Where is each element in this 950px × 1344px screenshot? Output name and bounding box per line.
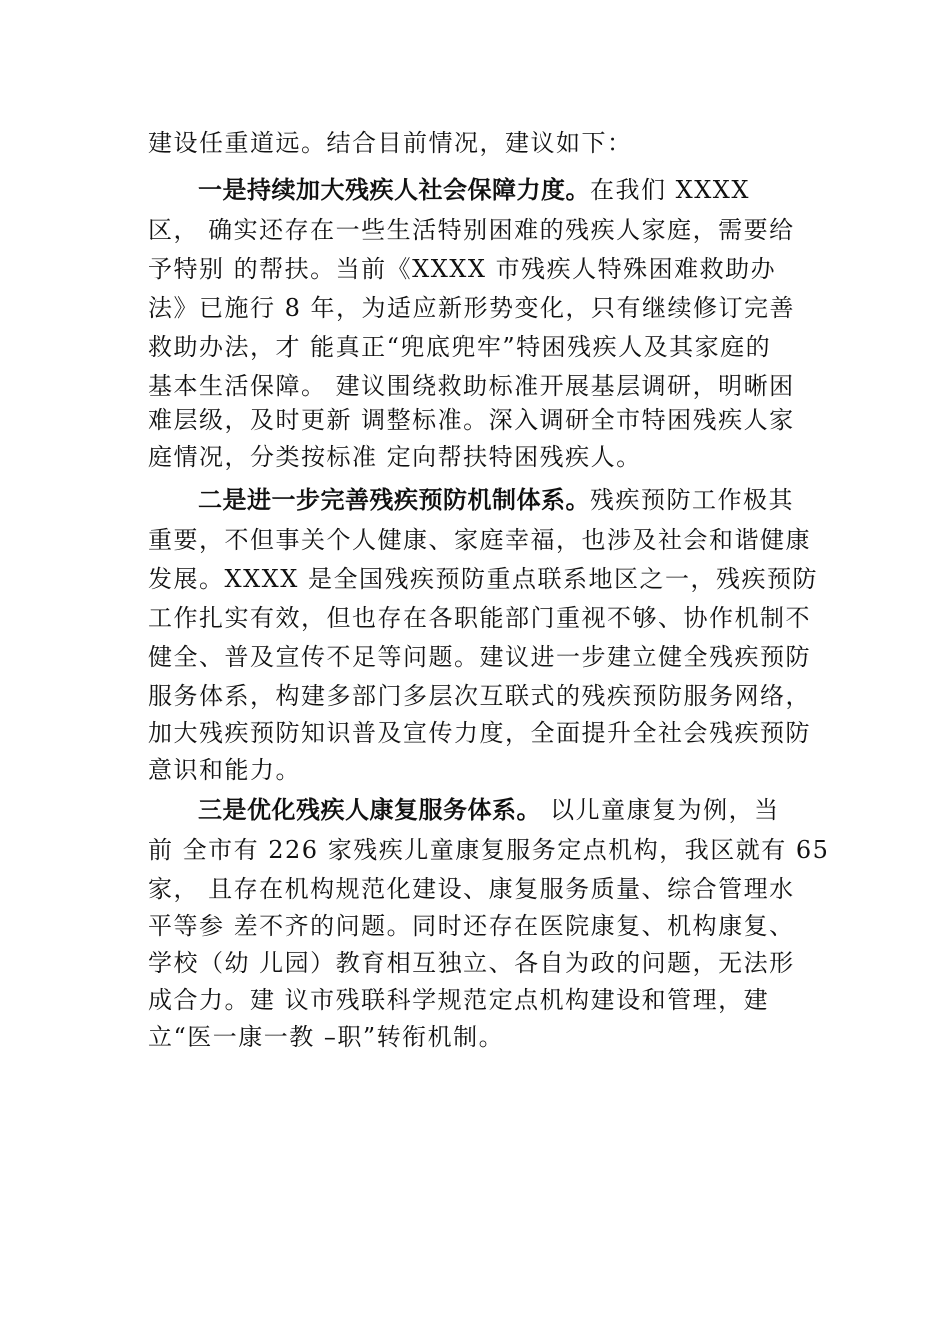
section-3-line-0: 以儿童康复为例，当 [541,796,780,824]
section-3-line-1: 前 全市有 226 家残疾儿童康复服务定点机构，我区就有 65 [148,836,830,864]
section-3-heading: 三是优化残疾人康复服务体系。 [198,796,541,824]
section-1-line-1: 区， 确实还存在一些生活特别困难的残疾人家庭，需要给 [148,216,795,244]
section-2-line-1: 重要，不但事关个人健康、家庭幸福，也涉及社会和谐健康 [148,526,811,554]
section-3-line-2: 家， 且存在机构规范化建设、康复服务质量、综合管理水 [148,875,795,903]
section-2-heading: 二是进一步完善残疾预防机制体系。 [198,486,590,514]
section-2-line-6: 加大残疾预防知识普及宣传力度，全面提升全社会残疾预防 [148,719,811,747]
section-3-line-4: 学校（幼 儿园）教育相互独立、各自为政的问题，无法形 [148,949,795,977]
section-2-line-3: 工作扎实有效，但也存在各职能部门重视不够、协作机制不 [148,604,811,632]
section-3-first-line [198,794,780,826]
section-2-line-5: 服务体系，构建多部门多层次互联式的残疾预防服务网络， [148,682,811,710]
section-2-first-line [198,484,794,516]
section-1-line-5: 基本生活保障。 建议围绕救助标准开展基层调研，明晰困 [148,372,795,400]
section-3-line-3: 平等参 差不齐的问题。同时还存在医院康复、机构康复、 [148,912,795,940]
section-1-line-0: 在我们 XXXX [590,176,750,204]
section-1-line-2: 予特别 的帮扶。当前《XXXX 市残疾人特殊困难救助办 [148,255,777,283]
section-3-line-6: 立“医一康一教 –职”转衔机制。 [148,1023,505,1051]
section-1-line-7: 庭情况，分类按标准 定向帮扶特困残疾人。 [148,443,642,471]
section-1-line-6: 难层级，及时更新 调整标准。深入调研全市特困残疾人家 [148,406,795,434]
section-2-line-0: 残疾预防工作极其 [590,486,794,514]
intro-line: 建设任重道远。结合目前情况，建议如下： [148,129,633,157]
section-2-line-7: 意识和能力。 [148,756,301,784]
section-2-line-4: 健全、普及宣传不足等问题。建议进一步建立健全残疾预防 [148,643,811,671]
section-1-heading: 一是持续加大残疾人社会保障力度。 [198,176,590,204]
section-1-first-line [198,174,750,206]
section-3-line-5: 成合力。建 议市残联科学规范定点机构建设和管理，建 [148,986,770,1014]
section-1-line-3: 法》已施行 8 年，为适应新形势变化，只有继续修订完善 [148,294,796,322]
section-1-line-4: 救助办法，才 能真正“兜底兜牢”特困残疾人及其家庭的 [148,333,772,361]
section-2-line-2: 发展。XXXX 是全国残疾预防重点联系地区之一，残疾预防 [148,565,818,593]
